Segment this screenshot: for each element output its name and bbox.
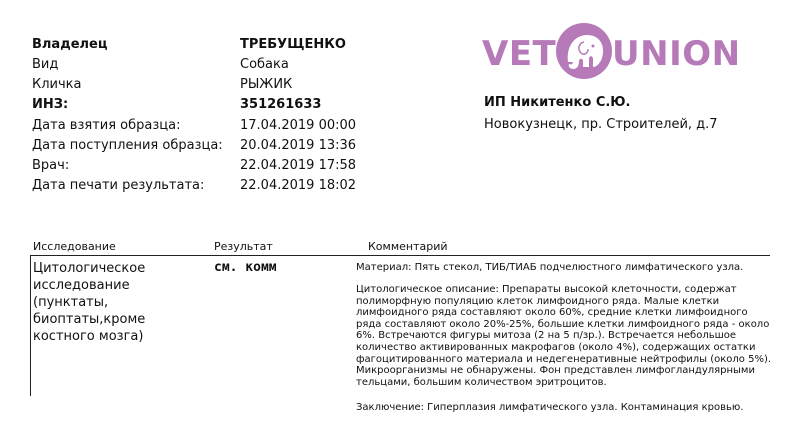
description-line: Цитологическое описание: Препараты высокой клеточности, содержат: [356, 284, 737, 295]
doctor-label: Врач:: [32, 158, 70, 173]
description-line: фагоцитированного материала и недегенеративные нейтрофилы (около 5%).: [356, 353, 772, 365]
doctor-value: 22.04.2019 17:58: [240, 158, 357, 173]
clinic-name: ИП Никитенко С.Ю.: [484, 95, 631, 110]
inz-label: ИНЗ:: [32, 97, 69, 112]
column-header-comment: Комментарий: [368, 240, 448, 253]
nickname-label: Кличка: [32, 77, 82, 92]
comment-conclusion: Заключение: Гиперплазия лимфатического узла. Контаминация кровью.: [356, 402, 744, 413]
test-name: [33, 260, 213, 345]
logo-word-union: UNION: [612, 34, 741, 74]
description-line: лимфоидного ряда составляют около 60%, средние клетки лимфоидного: [356, 307, 748, 319]
description-line: 6%. Встречаются фигуры митоза (2 на 5 п/зр.). Встречается небольшое: [356, 330, 737, 342]
owner-value: ТРЕБУЩЕНКО: [240, 37, 346, 52]
nickname-value: РЫЖИК: [240, 77, 293, 92]
species-label: Вид: [32, 57, 59, 72]
print-date-value: 22.04.2019 18:02: [240, 178, 357, 193]
logo-word-vet: VET: [482, 34, 557, 74]
owner-label: Владелец: [32, 37, 108, 52]
description-line: ряда составляют около 20%-25%, большие клетки лимфоидного ряда - около: [356, 318, 770, 330]
row-left-border: [30, 256, 31, 396]
sample-received-value: 20.04.2019 13:36: [240, 138, 357, 153]
vet-union-logo: [479, 22, 741, 82]
sample-taken-value: 17.04.2019 00:00: [240, 118, 357, 133]
test-name-line: исследование: [33, 278, 130, 293]
description-line: полиморфную популяцию клеток лимфоидного ряда. Малые клетки: [356, 295, 720, 307]
species-value: Собака: [240, 57, 289, 72]
result-value: см. комм: [214, 260, 277, 275]
test-name-line: (пунктаты,: [33, 295, 109, 310]
test-name-line: Цитологическое: [33, 261, 146, 276]
comment-description: [356, 284, 776, 388]
comment-material: Материал: Пять стекол, ТИБ/ТИАБ подчелюстного лимфатического узла.: [356, 262, 744, 273]
sample-received-label: Дата поступления образца:: [32, 138, 223, 153]
description-line: количество активированных макрофагов (около 4%), содержащих остатки: [356, 341, 756, 353]
test-name-line: костного мозга): [33, 329, 144, 344]
description-line: Микроорганизмы не обнаружены. Фон представлен лимфогландулярными: [356, 365, 755, 377]
table-header-divider: [30, 255, 770, 256]
elephant-icon: [555, 22, 613, 80]
inz-value: 351261633: [240, 97, 322, 112]
column-header-test: Исследование: [33, 240, 116, 253]
description-line: тельцами, большим количеством эритроцитов.: [356, 376, 607, 388]
test-name-line: биоптаты,кроме: [33, 312, 146, 327]
column-header-result: Результат: [214, 240, 273, 253]
print-date-label: Дата печати результата:: [32, 178, 205, 193]
clinic-address: Новокузнецк, пр. Строителей, д.7: [484, 117, 718, 132]
sample-taken-label: Дата взятия образца:: [32, 118, 181, 133]
